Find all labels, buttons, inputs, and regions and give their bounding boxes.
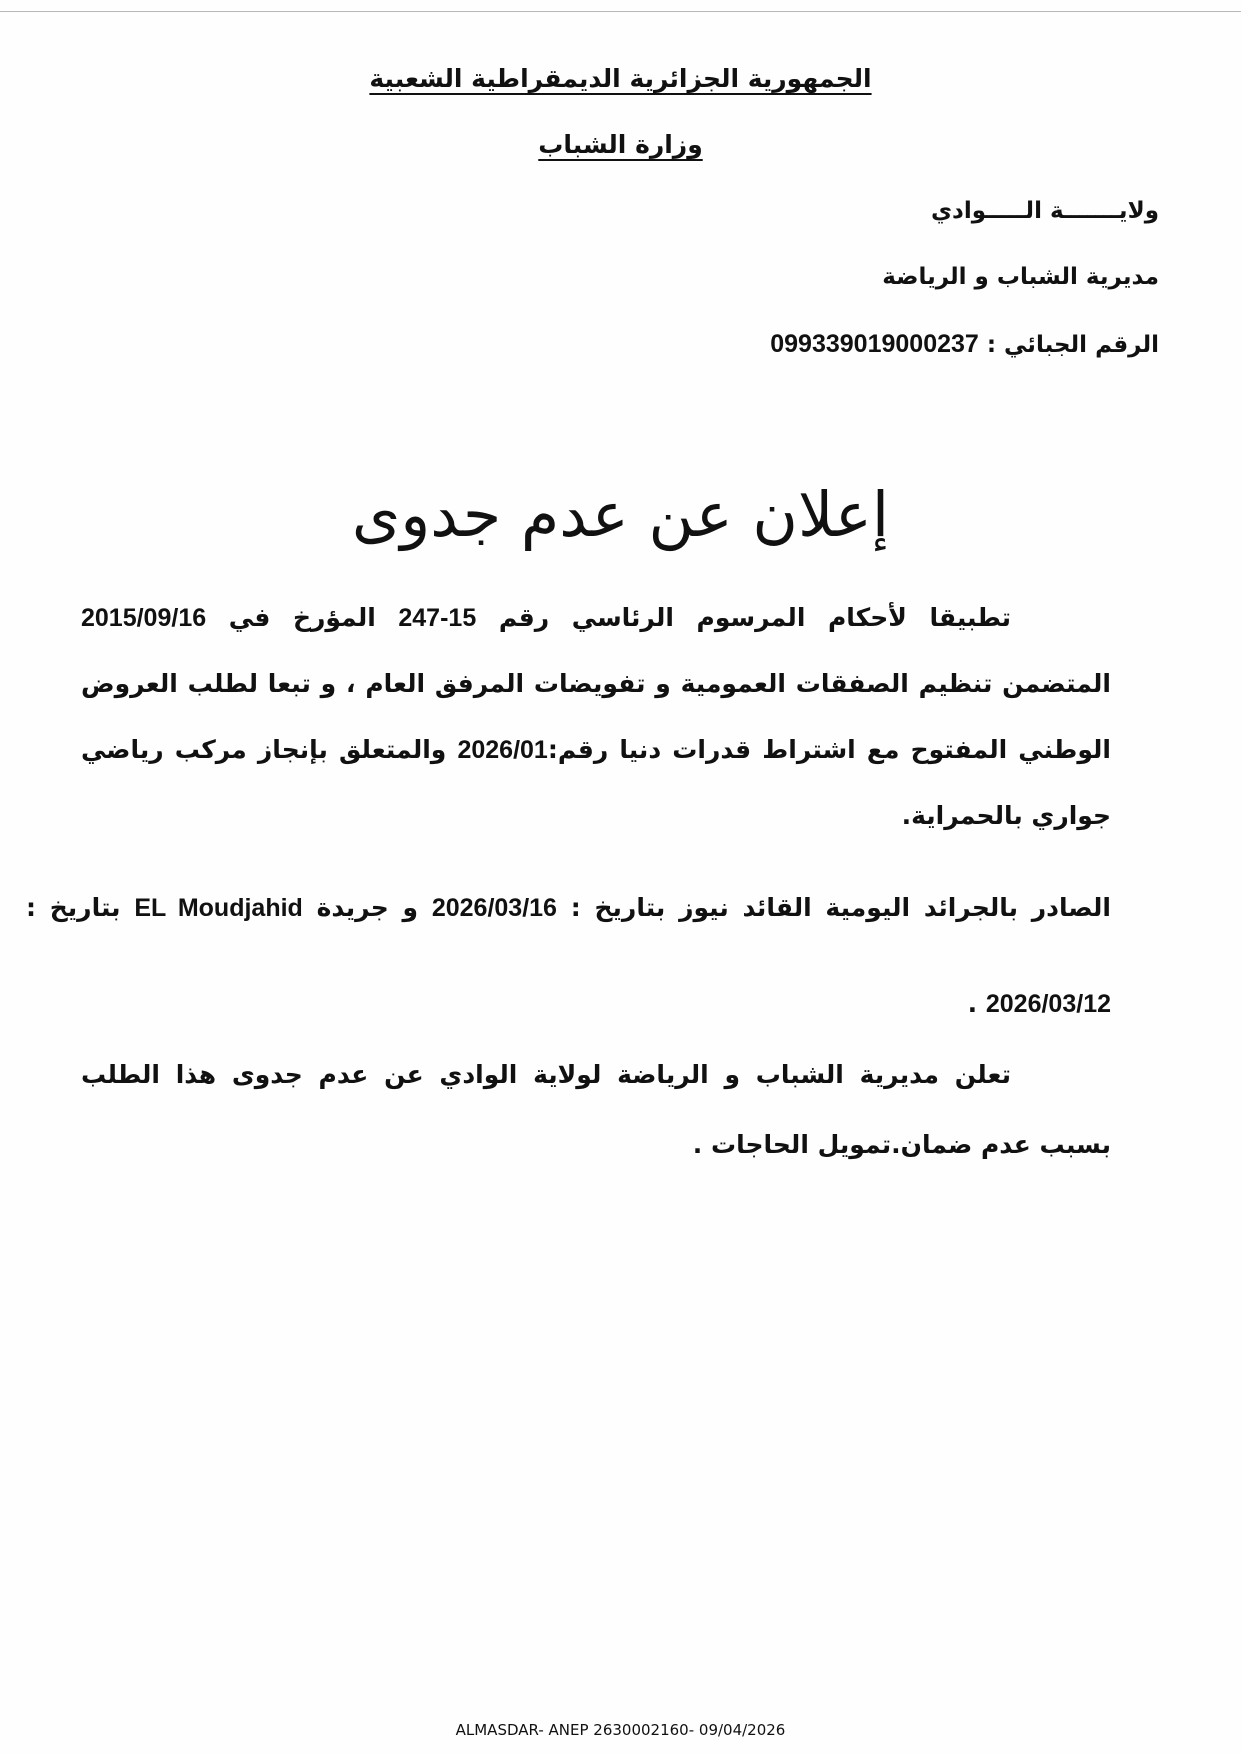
paragraph-2-text: بتاريخ : (26, 893, 121, 922)
decree-date: 2015/09/16 (81, 604, 207, 632)
notice-paragraph-2 (26, 860, 1111, 1052)
notice-paragraph-3: تعلن مديرية الشباب و الرياضة لولاية الوادي عن عدم جدوى هذا الطلب بسبب عدم ضمان.تمويل الحاجات . (81, 1060, 1111, 1159)
ministry-header (0, 130, 1241, 159)
country-header (0, 64, 1241, 93)
tender-number: 2026/01 (457, 736, 548, 764)
tax-id-value: 099339019000237 (770, 330, 979, 358)
notice-title: إعلان عن عدم جدوى (351, 478, 890, 551)
paragraph-2-text: الصادر بالجرائد اليومية القائد نيوز بتاريخ : (570, 893, 1111, 922)
wilaya-line: ولايـــــــة الـــــوادي (930, 198, 1159, 224)
directorate-line: مديرية الشباب و الرياضة (882, 264, 1159, 290)
tax-id-line (770, 330, 1159, 359)
tax-id-label: الرقم الجبائي : (986, 332, 1159, 358)
paragraph-1-text: المتضمن تنظيم الصفقات العمومية و تفويضات المرفق العام ، و تبعا لطلب العروض الوطني المفتوح مع اشتراط قدرات دنيا رقم: (81, 669, 1111, 764)
paragraph-2-text: و جريدة (316, 893, 419, 922)
paragraph-1-text: تطبيقا لأحكام المرسوم الرئاسي رقم (498, 603, 1011, 632)
scan-edge-line (0, 11, 1241, 12)
ministry-name: وزارة الشباب (538, 130, 703, 159)
decree-number: 247-15 (398, 604, 477, 632)
country-name: الجمهورية الجزائرية الديمقراطية الشعبية (369, 64, 872, 93)
paragraph-1-text: والمتعلق بإنجاز مركب رياضي جواري بالحمراية. (81, 735, 1111, 830)
notice-paragraph-1 (81, 585, 1111, 849)
newspaper-name: EL Moudjahid (134, 894, 303, 922)
paragraph-2-text: . (967, 989, 978, 1018)
publication-date-2: 2026/03/12 (985, 990, 1111, 1018)
footer-reference: ALMASDAR- ANEP 2630002160- 09/04/2026 (455, 1721, 786, 1739)
publication-date-1: 2026/03/16 (431, 894, 557, 922)
paragraph-1-text: المؤرخ في (228, 603, 376, 632)
